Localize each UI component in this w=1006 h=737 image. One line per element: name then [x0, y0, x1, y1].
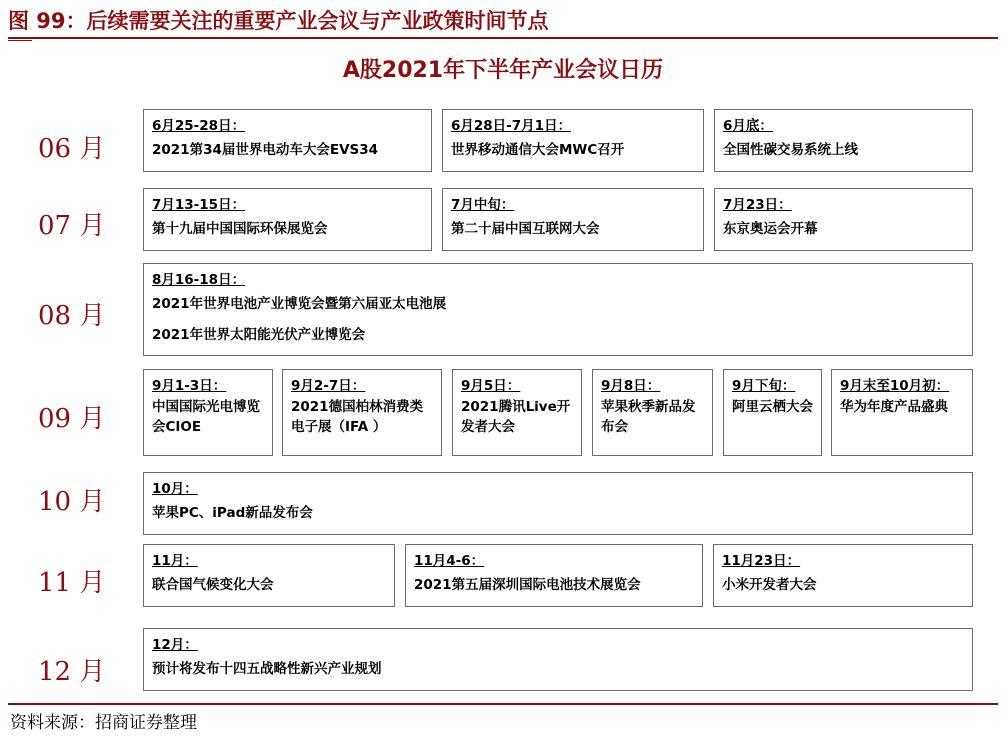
month-label-12: 12 月 — [38, 657, 106, 687]
event-text: 2021德国柏林消费类电子展（IFA ） — [291, 399, 424, 435]
event-card — [143, 188, 432, 251]
month-label-06: 06 月 — [38, 134, 106, 164]
event-date: 7月13-15日： — [152, 197, 246, 213]
event-text: 第二十届中国互联网大会 — [451, 221, 600, 237]
event-date: 8月16-18日： — [152, 272, 246, 288]
event-date: 6月底： — [723, 118, 773, 134]
event-text: 华为年度产品盛典 — [840, 399, 948, 415]
event-card — [831, 369, 973, 456]
event-text: 2021年世界电池产业博览会暨第六届亚太电池展 — [152, 296, 447, 312]
event-date: 9月下旬： — [732, 378, 796, 394]
event-text: 小米开发者大会 — [722, 577, 817, 593]
event-card — [143, 544, 395, 607]
event-text: 东京奥运会开幕 — [723, 221, 818, 237]
event-card — [592, 369, 713, 456]
bottom-rule — [8, 703, 998, 705]
event-date: 11月： — [152, 553, 198, 569]
event-date: 11月4-6： — [414, 553, 485, 569]
month-label-08: 08 月 — [38, 301, 106, 331]
event-card — [442, 188, 704, 251]
event-date: 7月中旬： — [451, 197, 515, 213]
figure-title: 图 99：后续需要关注的重要产业会议与产业政策时间节点 — [8, 9, 549, 33]
event-date: 9月1-3日： — [152, 378, 227, 394]
month-label-10: 10 月 — [38, 487, 106, 517]
event-card — [282, 369, 442, 456]
event-date: 11月23日： — [722, 553, 801, 569]
event-date: 9月5日： — [461, 378, 521, 394]
event-text: 第十九届中国国际环保展览会 — [152, 221, 328, 237]
event-date: 9月8日： — [601, 378, 661, 394]
event-text: 2021腾讯Live开发者大会 — [461, 399, 571, 435]
calendar-title: A股2021年下半年产业会议日历 — [342, 58, 664, 83]
source-note: 资料来源：招商证券整理 — [10, 713, 197, 733]
event-card — [143, 369, 273, 456]
event-card — [714, 188, 973, 251]
event-card — [442, 109, 704, 172]
event-text: 2021第34届世界电动车大会EVS34 — [152, 142, 379, 158]
event-card — [143, 263, 973, 356]
event-date: 9月末至10月初： — [840, 378, 950, 394]
event-date: 6月28日-7月1日： — [451, 118, 572, 134]
event-text: 中国国际光电博览会CIOE — [152, 399, 260, 435]
event-card — [452, 369, 582, 456]
event-date: 7月23日： — [723, 197, 792, 213]
event-card — [405, 544, 703, 607]
event-date: 9月2-7日： — [291, 378, 366, 394]
event-date: 10月： — [152, 481, 198, 497]
event-text: 世界移动通信大会MWC召开 — [451, 142, 625, 158]
event-card — [143, 109, 432, 172]
event-card — [143, 472, 973, 535]
event-text: 联合国气候变化大会 — [152, 577, 274, 593]
event-card — [723, 369, 822, 456]
event-text: 2021年世界太阳能光伏产业博览会 — [152, 327, 366, 343]
event-card — [713, 544, 973, 607]
top-rule — [8, 37, 998, 39]
event-text: 阿里云栖大会 — [732, 399, 813, 415]
event-text: 预计将发布十四五战略性新兴产业规划 — [152, 661, 382, 677]
event-text: 全国性碳交易系统上线 — [723, 142, 858, 158]
event-text: 2021第五届深圳国际电池技术展览会 — [414, 577, 641, 593]
top-rule-accent — [8, 40, 32, 41]
event-text: 苹果秋季新品发布会 — [601, 399, 696, 435]
month-label-07: 07 月 — [38, 211, 106, 241]
event-date: 6月25-28日： — [152, 118, 246, 134]
event-card — [143, 628, 973, 691]
event-text: 苹果PC、iPad新品发布会 — [152, 505, 313, 521]
event-date: 12月： — [152, 637, 198, 653]
event-card — [714, 109, 973, 172]
month-label-11: 11 月 — [38, 568, 106, 598]
month-label-09: 09 月 — [38, 404, 106, 434]
